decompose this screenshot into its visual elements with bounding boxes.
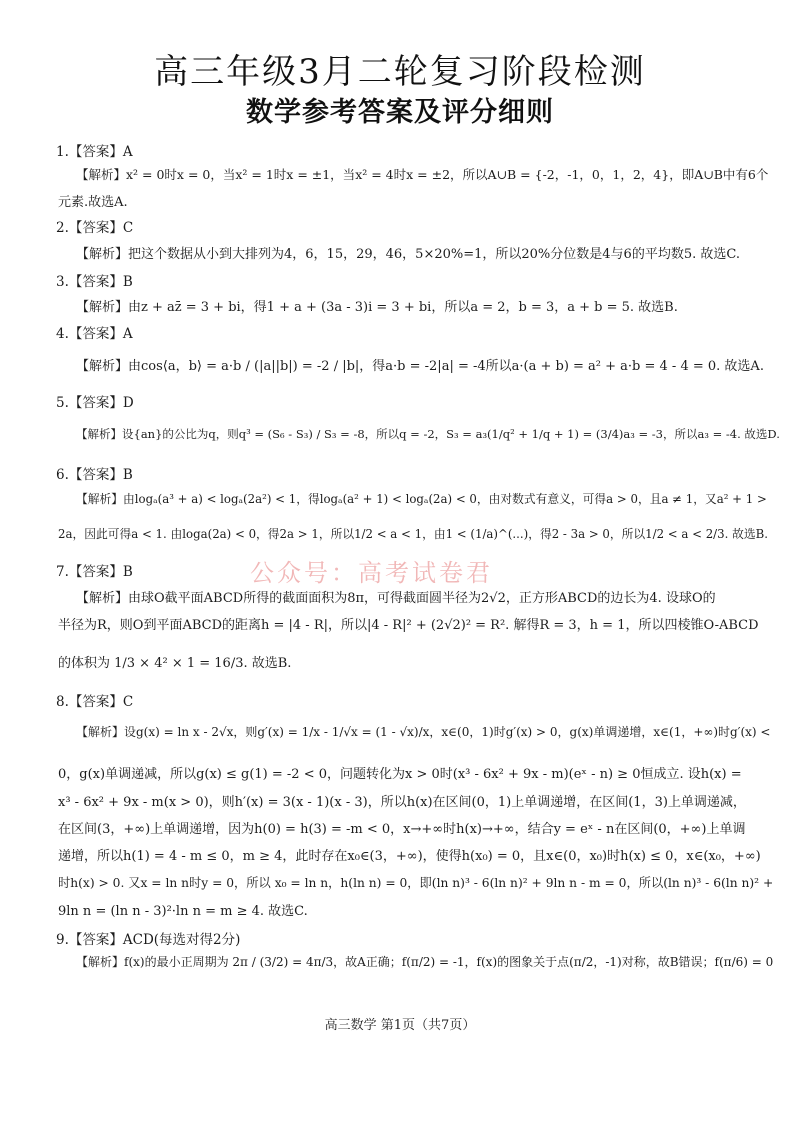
solution-text-line: 【解析】由球O截平面ABCD所得的截面面积为8π，可得截面圆半径为2√2，正方形ABCD的边长为4. 设球O的 bbox=[76, 591, 716, 606]
answer-label: 3.【答案】B bbox=[56, 274, 133, 290]
solution-text-line: 【解析】设{an}的公比为q，则q³ = (S₆ - S₃) / S₃ = -8，所以q = -2，S₃ = a₃(1/q² + 1/q + 1) = (3/4)a₃ = -3，所以a₃ = -4. 故选D. bbox=[76, 427, 780, 441]
solution-text-line: 【解析】由z + az̄ = 3 + bi，得1 + a + (3a - 3)i = 3 + bi，所以a = 2，b = 3，a + b = 5. 故选B. bbox=[76, 300, 678, 315]
solution-text-line: 【解析】f(x)的最小正周期为 2π / (3/2) = 4π/3，故A正确；f(π/2) = -1，f(x)的图象关于点(π/2，-1)对称，故B错误；f(π/6) = 0 bbox=[76, 955, 774, 969]
solution-text-line: 元素.故选A. bbox=[58, 195, 128, 210]
solution-text-line: x³ - 6x² + 9x - m(x > 0)，则h′(x) = 3(x - 1)(x - 3)，所以h(x)在区间(0，1)上单调递增，在区间(1，3)上单调递减， bbox=[58, 795, 746, 810]
page-title: 高三年级3月二轮复习阶段检测 bbox=[154, 52, 646, 92]
solution-text-line: 【解析】由cos⟨a，b⟩ = a·b / (|a||b|) = -2 / |b|，得a·b = -2|a| = -4所以a·(a + b) = a² + a·b = 4 - 4 = 0. 故选A. bbox=[76, 359, 764, 374]
solution-text-line: 【解析】x² = 0时x = 0，当x² = 1时x = ±1，当x² = 4时x = ±2，所以A∪B = {-2，-1，0，1，2，4}，即A∪B中有6个 bbox=[76, 167, 769, 182]
solution-text-line: 的体积为 1/3 × 4² × 1 = 16/3. 故选B. bbox=[58, 656, 292, 671]
page-subtitle: 数学参考答案及评分细则 bbox=[246, 97, 554, 128]
solution-text-line: 【解析】由logₐ(a³ + a) < logₐ(2a²) < 1，得logₐ(a² + 1) < logₐ(2a) < 0，由对数式有意义，可得a > 0，且a ≠ 1，又a² + 1 > bbox=[76, 492, 767, 506]
answer-label: 5.【答案】D bbox=[56, 395, 134, 411]
solution-text-line: 0，g(x)单调递减，所以g(x) ≤ g(1) = -2 < 0，问题转化为x > 0时(x³ - 6x² + 9x - m)(eˣ - n) ≥ 0恒成立. 设h(x) = bbox=[58, 767, 742, 782]
solution-text-line: 在区间(3，+∞)上单调递增，因为h(0) = h(3) = -m < 0，x→+∞时h(x)→+∞，结合y = eˣ - n在区间(0，+∞)上单调 bbox=[58, 822, 746, 837]
watermark-text: 公众号：高考试卷君 bbox=[250, 559, 493, 587]
page-footer: 高三数学 第1页（共7页） bbox=[324, 1018, 476, 1033]
solution-text-line: 递增，所以h(1) = 4 - m ≤ 0，m ≥ 4，此时存在x₀∈(3，+∞)，使得h(x₀) = 0，且x∈(0，x₀)时h(x) ≤ 0，x∈(x₀，+∞) bbox=[58, 849, 761, 864]
solution-text-line: 半径为R，则O到平面ABCD的距离h = |4 - R|，所以|4 - R|² + (2√2)² = R². 解得R = 3，h = 1，所以四棱锥O-ABCD bbox=[58, 618, 759, 633]
answer-label: 4.【答案】A bbox=[56, 326, 133, 342]
answer-label: 9.【答案】ACD(每选对得2分) bbox=[56, 932, 241, 948]
answer-label: 1.【答案】A bbox=[56, 144, 133, 160]
solution-text-line: 【解析】把这个数据从小到大排列为4，6，15，29，46，5×20%=1，所以20%分位数是4与6的平均数5. 故选C. bbox=[76, 247, 740, 262]
answer-label: 8.【答案】C bbox=[56, 694, 134, 710]
answer-label: 2.【答案】C bbox=[56, 220, 134, 236]
solution-text-line: 时h(x) > 0. 又x = ln n时y = 0，所以 x₀ = ln n，h(ln n) = 0，即(ln n)³ - 6(ln n)² + 9ln n - m = 0，所以(ln n)³ - 6(ln n)² + bbox=[58, 876, 774, 890]
solution-text-line: 9ln n = (ln n - 3)²·ln n = m ≥ 4. 故选C. bbox=[58, 904, 308, 919]
solution-text-line: 【解析】设g(x) = ln x - 2√x，则g′(x) = 1/x - 1/√x = (1 - √x)/x，x∈(0，1)时g′(x) > 0，g(x)单调递增，x∈(1，+∞)时g′(x) < bbox=[76, 725, 771, 739]
answer-label: 7.【答案】B bbox=[56, 564, 133, 580]
answer-label: 6.【答案】B bbox=[56, 467, 133, 483]
solution-text-line: 2a，因此可得a < 1. 由loga(2a) < 0，得2a > 1，所以1/2 < a < 1，由1 < (1/a)^(...)，得2 - 3a > 0，所以1/2 < a < 2/3. 故选B. bbox=[58, 527, 768, 541]
